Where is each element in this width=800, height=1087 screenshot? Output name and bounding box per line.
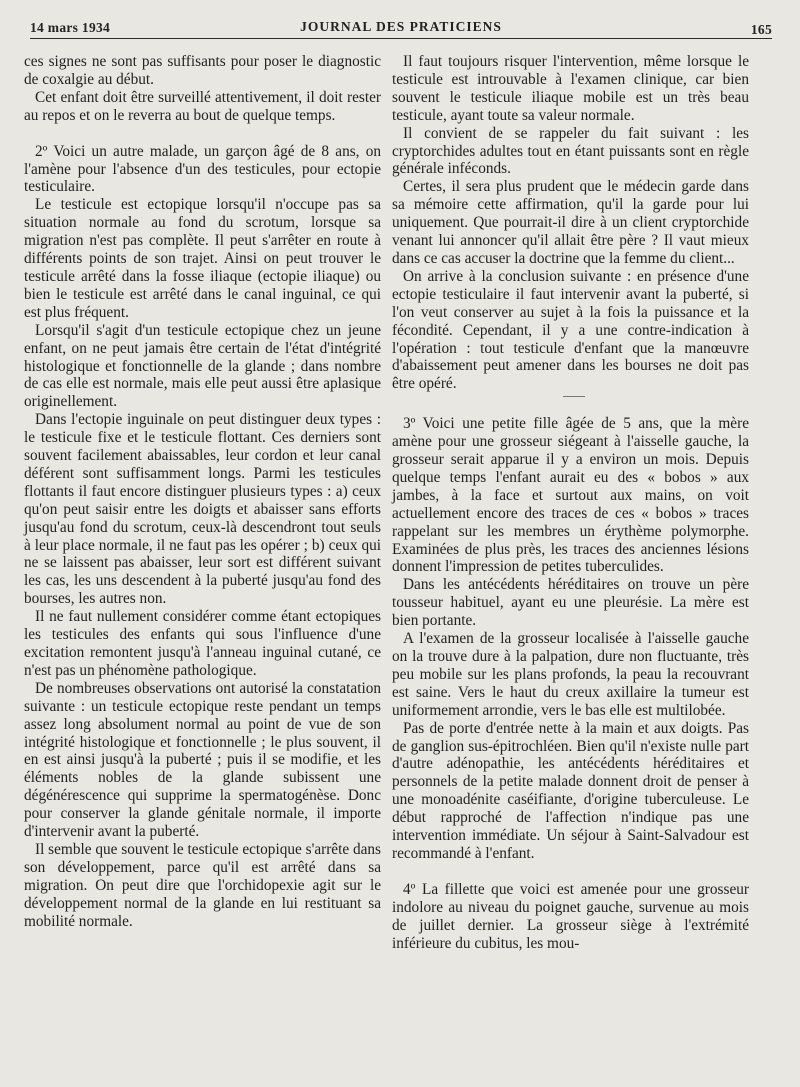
paragraph: Pas de porte d'entrée nette à la main et aux doigts. Pas de ganglion sus-épitrochléen. Bien qu'il n'existe nulle part d'autre adénopathie, les antécédents héréditaires et personnels de la petite malade donnent droit de penser à une monoadénite caséifiante, d'origine tuberculeuse. Le début rapproché de l'affection n'indique pas une intervention immédiate. Un séjour à Saint-Salvadour est recommandé à l'enfant. (392, 719, 749, 862)
case-3-heading-paragraph: 3º Voici une petite fille âgée de 5 ans, que la mère amène pour une grosseur siégeant à l'aisselle gauche, la grosseur serait apparue il y a environ un mois. Depuis quelque temps l'enfant aurait eu des « bobos » aux jambes, à la face et surtout aux mains, on voit actuellement encore des traces de ces « bobos » traces rappelant sur les membres un érythème polymorphe. Examinées de plus près, les traces des anciennes lésions donnent l'impression de petites tuberculides. (392, 415, 749, 576)
case-4-heading-paragraph: 4º La fillette que voici est amenée pour une grosseur indolore au niveau du poignet gauche, survenue au mois de juillet dernier. La grosseur siège à l'extrémité inférieure du cubitus, les mou- (392, 880, 749, 952)
paragraph: Il convient de se rappeler du fait suivant : les cryptorchides adultes tout en étant puissants sont en règle générale inféconds. (392, 124, 749, 178)
paragraph: Il semble que souvent le testicule ectopique s'arrête dans son développement, parce qu'il est arrêté dans sa migration. On peut dire que l'orchidopexie agit sur le développement normal de la glande en lui restituant sa mobilité normale. (24, 840, 381, 930)
paragraph: On arrive à la conclusion suivante : en présence d'une ectopie testiculaire il faut intervenir avant la puberté, si l'on veut conserver au sujet à la fois la puissance et la fécondité. Cependant, il y a une contre-indication à l'opération : tout testicule d'enfant que la manœuvre d'abaissement peut amener dans les bourses ne doit pas être opéré. (392, 267, 749, 393)
paragraph: Il ne faut nullement considérer comme étant ectopiques les testicules des enfants qui sous l'influence d'une excitation remontent jusqu'à l'anneau inguinal cutané, ce n'est pas un phénomène pathologique. (24, 608, 381, 679)
case-2-heading-paragraph: 2º Voici un autre malade, un garçon âgé de 8 ans, on l'amène pour l'absence d'un des testicules, pour ectopie testiculaire. (24, 142, 381, 196)
section-separator (563, 396, 585, 404)
running-header (30, 18, 772, 38)
paragraph: Dans les antécédents héréditaires on trouve un père tousseur habituel, ayant eu une pleurésie. La mère est bien portante. (392, 576, 749, 630)
left-column (24, 53, 381, 931)
paragraph: A l'examen de la grosseur localisée à l'aisselle gauche on la trouve dure à la palpation, dure non fluctuante, très peu mobile sur les plans profonds, la peau la recouvrant est saine. Vers le haut du creux axillaire la tumeur est uniformement arrondie, vers le bas elle est multilobée. (392, 630, 749, 719)
journal-title: JOURNAL DES PRATICIENS (300, 19, 502, 34)
paragraph: Certes, il sera plus prudent que le médecin garde dans sa mémoire cette affirmation, qu'il la garde pour lui uniquement. Que pourrait-il dire à un client cryptorchide venant lui annoncer qu'il allait être père ? Il vaut mieux dans ce cas accuser la doctrine que la femme du client... (392, 178, 749, 267)
paragraph: ces signes ne sont pas suffisants pour poser le diagnostic de coxalgie au début. (24, 53, 381, 88)
header-rule (30, 38, 772, 39)
paragraph: De nombreuses observations ont autorisé la constatation suivante : un testicule ectopique reste pendant un temps assez long absolument normal au point de vue de son intégrité histologique et fonctionnelle ; le plus souvent, il en est ainsi jusqu'à la puberté ; puis il se modifie, et les éléments nobles de la glande subissent une dégénérescence qui supprime la spermatogénèse. Donc pour conserver la glande génitale normale, il importe d'intervenir avant la puberté. (24, 679, 381, 841)
paragraph: Dans l'ectopie inguinale on peut distinguer deux types : le testicule fixe et le testicule flottant. Ces derniers sont souvent facilement abaissables, leur cordon et leur canal déférent sont suffisamment longs. Parmi les testicules flottants il faut encore distinguer plusieurs types : a) ceux qu'on peut saisir entre les doigts et abaisser sans efforts jusqu'au fond du scrotum, ceux-là descendront tout seuls à leur place normale, il ne faut pas les opérer ; b) ceux qui ne se laissent pas abaisser, leur sort est différent suivant les cas, les uns descendent à la puberté jusqu'au fond des bourses, les autres non. (24, 411, 381, 608)
paragraph: Cet enfant doit être surveillé attentivement, il doit rester au repos et on le reverra au bout de quelque temps. (24, 88, 381, 124)
right-column (392, 53, 749, 953)
paragraph: Lorsqu'il s'agit d'un testicule ectopique chez un jeune enfant, on ne peut jamais être certain de l'état d'intégrité histologique et fonctionnelle de la glande ; dans nombre de cas elle est normale, mais elle peut aussi être aplasique originellement. (24, 321, 381, 411)
page-number: 165 (750, 22, 772, 37)
paragraph: Le testicule est ectopique lorsqu'il n'occupe pas sa situation normale au fond du scrotum, lorsque sa migration n'est pas complète. Il peut s'arrêter en route à différents points de son trajet. Ainsi on peut trouver le testicule arrêté dans la fosse iliaque (ectopie iliaque) ou bien le testicule est arrêté dans le canal inguinal, ce qui est plus fréquent. (24, 196, 381, 321)
paragraph: Il faut toujours risquer l'intervention, même lorsque le testicule est introuvable à l'examen clinique, car bien souvent le testicule iliaque mobile est un très beau testicule, ayant toute sa valeur normale. (392, 53, 749, 124)
header-date: 14 mars 1934 (30, 20, 111, 35)
